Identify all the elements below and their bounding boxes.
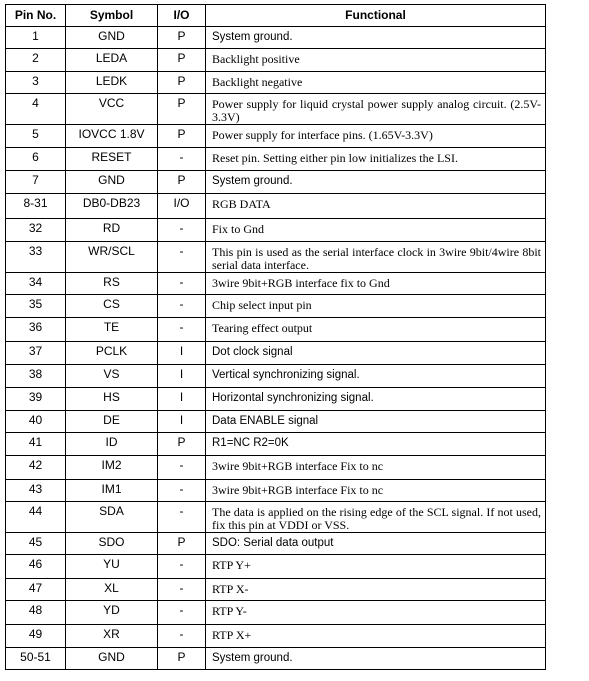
symbol-cell: DB0-DB23 (66, 194, 158, 219)
symbol-cell: RD (66, 219, 158, 242)
symbol-cell: HS (66, 388, 158, 411)
pin-number-cell: 48 (6, 601, 66, 625)
io-type-cell: - (158, 295, 206, 318)
pin-definition-table (5, 4, 546, 670)
pin-number-cell: 34 (6, 273, 66, 295)
function-description-cell: Chip select input pin (206, 295, 546, 318)
table-row (6, 365, 546, 388)
table-header (6, 5, 546, 27)
pin-number-cell: 50-51 (6, 648, 66, 670)
function-description-cell: RTP X- (206, 579, 546, 601)
table-row (6, 171, 546, 194)
table-row (6, 273, 546, 295)
pin-number-cell: 2 (6, 49, 66, 72)
pin-number-cell: 47 (6, 579, 66, 601)
function-description-cell: 3wire 9bit+RGB interface Fix to nc (206, 480, 546, 502)
pin-number-cell: 35 (6, 295, 66, 318)
table-row (6, 49, 546, 72)
function-description-cell: SDO: Serial data output (206, 533, 546, 555)
table-row (6, 342, 546, 365)
io-type-cell: - (158, 318, 206, 342)
symbol-cell: LEDK (66, 72, 158, 94)
symbol-cell: CS (66, 295, 158, 318)
pin-number-cell: 41 (6, 433, 66, 456)
symbol-cell: XL (66, 579, 158, 601)
symbol-cell: IM2 (66, 456, 158, 480)
function-description-cell: Power supply for liquid crystal power supply analog circuit. (2.5V-3.3V) (206, 94, 546, 125)
table-row (6, 648, 546, 670)
symbol-cell: LEDA (66, 49, 158, 72)
symbol-cell: SDA (66, 502, 158, 533)
header-pin-no: Pin No. (6, 5, 66, 27)
symbol-cell: GND (66, 27, 158, 49)
io-type-cell: I (158, 411, 206, 433)
pin-number-cell: 3 (6, 72, 66, 94)
pin-number-cell: 40 (6, 411, 66, 433)
io-type-cell: - (158, 219, 206, 242)
function-description-cell: RGB DATA (206, 194, 546, 219)
table-row (6, 219, 546, 242)
function-description-cell: RTP Y- (206, 601, 546, 625)
io-type-cell: - (158, 273, 206, 295)
symbol-cell: IM1 (66, 480, 158, 502)
symbol-cell: VS (66, 365, 158, 388)
function-description-cell: Tearing effect output (206, 318, 546, 342)
table-body (6, 27, 546, 670)
function-description-cell: Vertical synchronizing signal. (206, 365, 546, 388)
io-type-cell: I/O (158, 194, 206, 219)
symbol-cell: PCLK (66, 342, 158, 365)
function-description-cell: Fix to Gnd (206, 219, 546, 242)
table-row (6, 27, 546, 49)
io-type-cell: P (158, 648, 206, 670)
pin-number-cell: 42 (6, 456, 66, 480)
symbol-cell: VCC (66, 94, 158, 125)
pin-number-cell: 36 (6, 318, 66, 342)
symbol-cell: SDO (66, 533, 158, 555)
io-type-cell: P (158, 94, 206, 125)
pin-number-cell: 43 (6, 480, 66, 502)
pin-number-cell: 32 (6, 219, 66, 242)
io-type-cell: - (158, 502, 206, 533)
function-description-cell: 3wire 9bit+RGB interface fix to Gnd (206, 273, 546, 295)
table-row (6, 242, 546, 273)
table-row (6, 555, 546, 579)
io-type-cell: P (158, 125, 206, 148)
symbol-cell: GND (66, 648, 158, 670)
pin-number-cell: 1 (6, 27, 66, 49)
pin-number-cell: 39 (6, 388, 66, 411)
io-type-cell: - (158, 555, 206, 579)
function-description-cell: R1=NC R2=0K (206, 433, 546, 456)
io-type-cell: P (158, 433, 206, 456)
function-description-cell: System ground. (206, 27, 546, 49)
symbol-cell: ID (66, 433, 158, 456)
header-functional: Functional (206, 5, 546, 27)
symbol-cell: XR (66, 625, 158, 648)
pin-number-cell: 5 (6, 125, 66, 148)
table-row (6, 625, 546, 648)
header-symbol: Symbol (66, 5, 158, 27)
symbol-cell: IOVCC 1.8V (66, 125, 158, 148)
header-row (6, 5, 546, 27)
pin-number-cell: 8-31 (6, 194, 66, 219)
pin-number-cell: 44 (6, 502, 66, 533)
pin-number-cell: 37 (6, 342, 66, 365)
table-row (6, 295, 546, 318)
pin-number-cell: 4 (6, 94, 66, 125)
function-description-cell: System ground. (206, 171, 546, 194)
table-row (6, 318, 546, 342)
pin-number-cell: 6 (6, 148, 66, 171)
symbol-cell: YU (66, 555, 158, 579)
table-row (6, 433, 546, 456)
symbol-cell: YD (66, 601, 158, 625)
function-description-cell: Power supply for interface pins. (1.65V-3.3V) (206, 125, 546, 148)
io-type-cell: P (158, 49, 206, 72)
symbol-cell: RS (66, 273, 158, 295)
function-description-cell: RTP Y+ (206, 555, 546, 579)
symbol-cell: WR/SCL (66, 242, 158, 273)
io-type-cell: - (158, 601, 206, 625)
io-type-cell: I (158, 388, 206, 411)
io-type-cell: - (158, 242, 206, 273)
io-type-cell: - (158, 625, 206, 648)
table-row (6, 94, 546, 125)
io-type-cell: - (158, 480, 206, 502)
io-type-cell: P (158, 533, 206, 555)
io-type-cell: P (158, 27, 206, 49)
table-row (6, 601, 546, 625)
function-description-cell: Backlight negative (206, 72, 546, 94)
table-row (6, 411, 546, 433)
io-type-cell: - (158, 456, 206, 480)
function-description-cell: RTP X+ (206, 625, 546, 648)
symbol-cell: RESET (66, 148, 158, 171)
function-description-cell: Data ENABLE signal (206, 411, 546, 433)
symbol-cell: TE (66, 318, 158, 342)
function-description-cell: This pin is used as the serial interface clock in 3wire 9bit/4wire 8bit serial data interface. (206, 242, 546, 273)
io-type-cell: P (158, 72, 206, 94)
table-row (6, 194, 546, 219)
table-row (6, 72, 546, 94)
table-row (6, 533, 546, 555)
function-description-cell: The data is applied on the rising edge of the SCL signal. If not used, fix this pin at VDDI or VSS. (206, 502, 546, 533)
table-row (6, 579, 546, 601)
function-description-cell: System ground. (206, 648, 546, 670)
io-type-cell: P (158, 171, 206, 194)
table-row (6, 480, 546, 502)
pin-number-cell: 33 (6, 242, 66, 273)
function-description-cell: Reset pin. Setting either pin low initializes the LSI. (206, 148, 546, 171)
pin-number-cell: 46 (6, 555, 66, 579)
table-row (6, 502, 546, 533)
table-row (6, 456, 546, 480)
io-type-cell: I (158, 342, 206, 365)
function-description-cell: Dot clock signal (206, 342, 546, 365)
function-description-cell: Backlight positive (206, 49, 546, 72)
header-io: I/O (158, 5, 206, 27)
table-row (6, 125, 546, 148)
table-row (6, 388, 546, 411)
function-description-cell: 3wire 9bit+RGB interface Fix to nc (206, 456, 546, 480)
function-description-cell: Horizontal synchronizing signal. (206, 388, 546, 411)
io-type-cell: - (158, 579, 206, 601)
pin-number-cell: 7 (6, 171, 66, 194)
io-type-cell: - (158, 148, 206, 171)
symbol-cell: GND (66, 171, 158, 194)
pin-number-cell: 45 (6, 533, 66, 555)
pin-number-cell: 38 (6, 365, 66, 388)
table-row (6, 148, 546, 171)
pin-number-cell: 49 (6, 625, 66, 648)
symbol-cell: DE (66, 411, 158, 433)
io-type-cell: I (158, 365, 206, 388)
